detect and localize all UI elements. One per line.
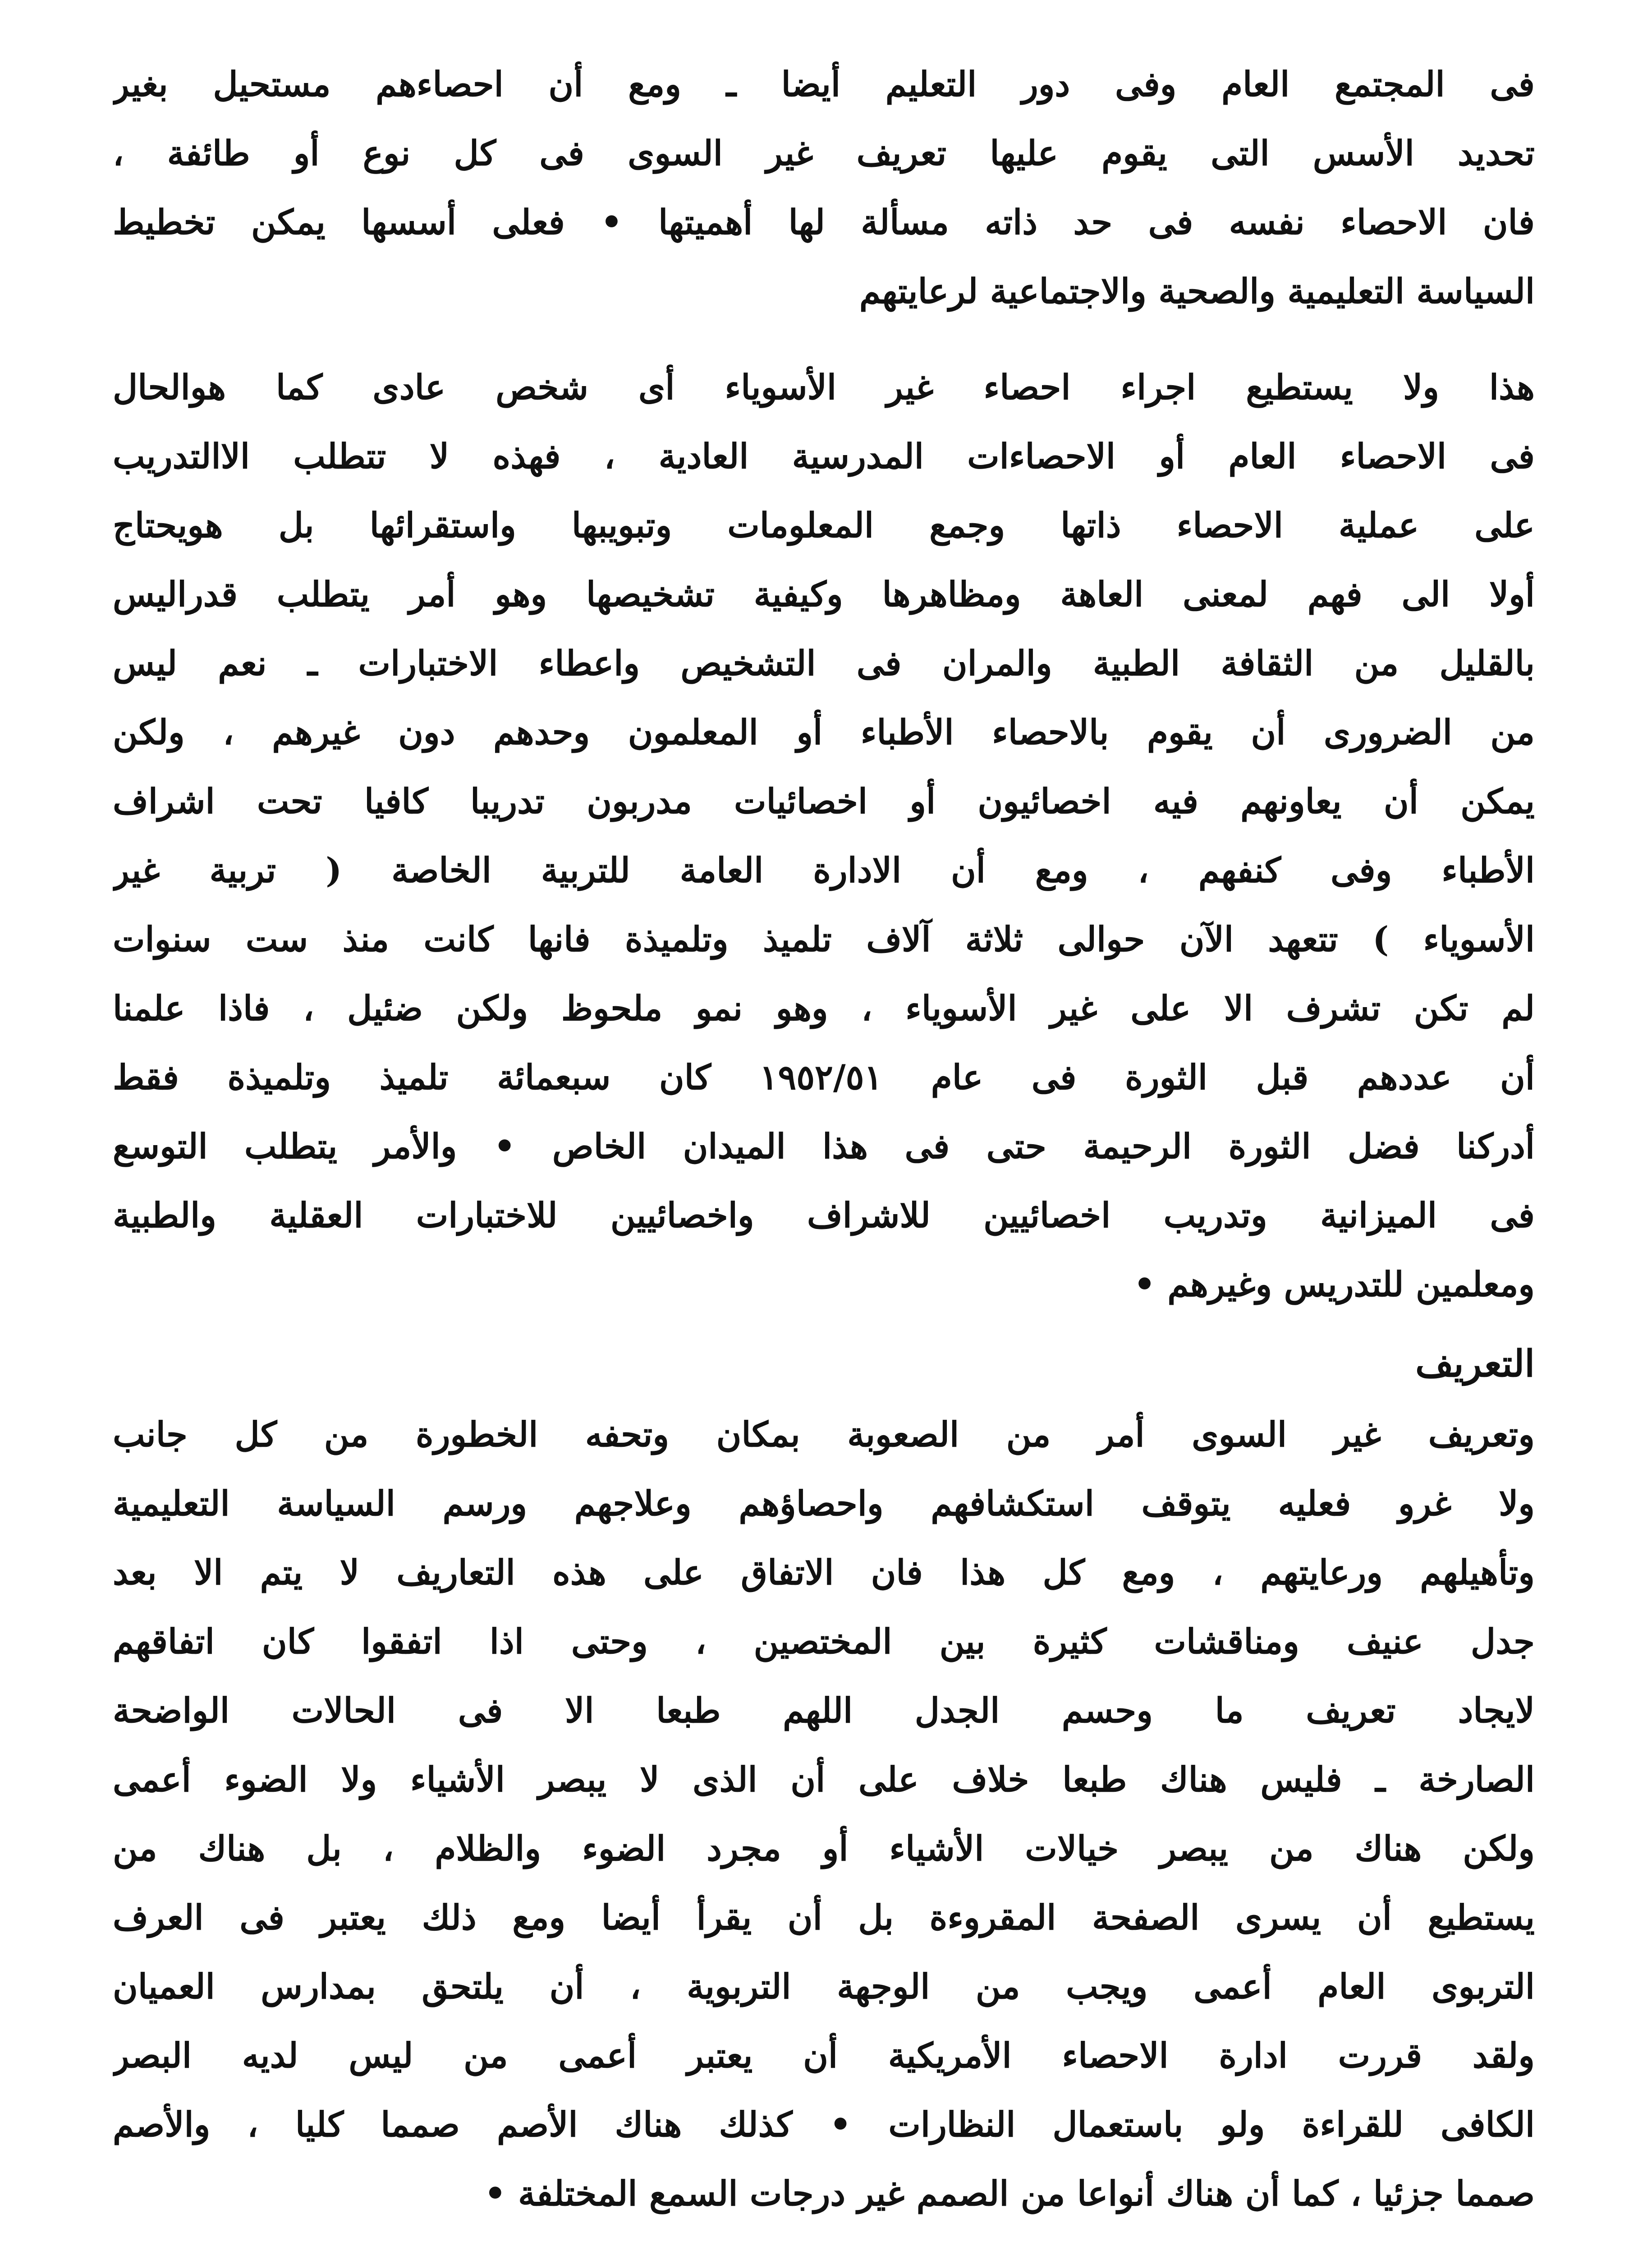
paragraph-spacer bbox=[113, 326, 1535, 353]
text-line: وتأهيلهم ورعايتهم ، ومع كل هذا فان الاتفاق على هذه التعاريف لا يتم الا بعد bbox=[113, 1552, 1535, 1592]
text-line: ولا غرو فعليه يتوقف استكشافهم واحصاؤهم وعلاجهم ورسم السياسة التعليمية bbox=[113, 1483, 1535, 1523]
page-body bbox=[113, 50, 1535, 2255]
paragraph-spacer bbox=[113, 1319, 1535, 1328]
text-line: أدركنا فضل الثورة الرحيمة حتى فى هذا الميدان الخاص • والأمر يتطلب التوسع bbox=[113, 1126, 1535, 1166]
paragraph-2 bbox=[113, 353, 1535, 1319]
text-line: من الضرورى أن يقوم بالاحصاء الأطباء أو المعلمون وحدهم دون غيرهم ، ولكن bbox=[113, 712, 1535, 752]
text-line: وتعريف غير السوى أمر من الصعوبة بمكان وتحفه الخطورة من كل جانب bbox=[113, 1414, 1535, 1454]
text-line: أن عددهم قبل الثورة فى عام ١٩٥٢/٥١ كان سبعمائة تلميذ وتلميذة فقط bbox=[113, 1057, 1535, 1097]
text-line: الأسوياء ) تتعهد الآن حوالى ثلاثة آلاف تلميذ وتلميذة فانها كانت منذ ست سنوات bbox=[113, 919, 1535, 959]
text-line: الصارخة ـ فليس هناك طبعا خلاف على أن الذى لا يبصر الأشياء ولا الضوء أعمى bbox=[113, 1759, 1535, 1799]
text-line: فى الاحصاء العام أو الاحصاءات المدرسية العادية ، فهذه لا تتطلب الاالتدريب bbox=[113, 436, 1535, 476]
text-line: جدل عنيف ومناقشات كثيرة بين المختصين ، وحتى اذا اتفقوا كان اتفاقهم bbox=[113, 1621, 1535, 1661]
text-line: لم تكن تشرف الا على غير الأسوياء ، وهو نمو ملحوظ ولكن ضئيل ، فاذا علمنا bbox=[113, 988, 1535, 1028]
text-line: السياسة التعليمية والصحية والاجتماعية لرعايتهم bbox=[859, 271, 1535, 311]
text-line: يمكن أن يعاونهم فيه اخصائيون أو اخصائيات مدربون تدريبا كافيا تحت اشراف bbox=[113, 781, 1535, 821]
text-line: الأطباء وفى كنفهم ، ومع أن الادارة العامة للتربية الخاصة ( تربية غير bbox=[113, 850, 1535, 890]
paragraph-3 bbox=[113, 1400, 1535, 2228]
text-line: هذا ولا يستطيع اجراء احصاء غير الأسوياء أى شخص عادى كما هوالحال bbox=[113, 367, 1535, 407]
text-line: يستطيع أن يسرى الصفحة المقروءة بل أن يقرأ أيضا ومع ذلك يعتبر فى العرف bbox=[113, 1897, 1535, 1937]
text-line: ولكن هناك من يبصر خيالات الأشياء أو مجرد الضوء والظلام ، بل هناك من bbox=[113, 1828, 1535, 1868]
paragraph-1 bbox=[113, 50, 1535, 326]
paragraph-spacer bbox=[113, 2228, 1535, 2254]
text-line: لايجاد تعريف ما وحسم الجدل اللهم طبعا الا فى الحالات الواضحة bbox=[113, 1690, 1535, 1730]
text-line: أولا الى فهم لمعنى العاهة ومظاهرها وكيفية تشخيصها وهو أمر يتطلب قدراليس bbox=[113, 574, 1535, 614]
text-line: تحديد الأسس التى يقوم عليها تعريف غير السوى فى كل نوع أو طائفة ، bbox=[113, 133, 1535, 173]
section-heading: التعريف bbox=[1415, 1342, 1535, 1385]
text-line: ولقد قررت ادارة الاحصاء الأمريكية أن يعتبر أعمى من ليس لديه البصر bbox=[113, 2035, 1535, 2076]
text-line: ومعلمين للتدريس وغيرهم • bbox=[1133, 1264, 1535, 1304]
text-line: فى المجتمع العام وفى دور التعليم أيضا ـ ومع أن احصاءهم مستحيل بغير bbox=[113, 64, 1535, 104]
text-line: على عملية الاحصاء ذاتها وجمع المعلومات وتبويبها واستقرائها بل هويحتاج bbox=[113, 505, 1535, 545]
text-line: فان الاحصاء نفسه فى حد ذاته مسألة لها أهميتها • فعلى أسسها يمكن تخطيط bbox=[113, 202, 1535, 242]
text-line: فى الميزانية وتدريب اخصائيين للاشراف واخصائيين للاختبارات العقلية والطبية bbox=[113, 1195, 1535, 1235]
text-line: بالقليل من الثقافة الطبية والمران فى التشخيص واعطاء الاختبارات ـ نعم ليس bbox=[113, 643, 1535, 683]
text-line: التربوى العام أعمى ويجب من الوجهة التربوية ، أن يلتحق بمدارس العميان bbox=[113, 1966, 1535, 2006]
text-line: الكافى للقراءة ولو باستعمال النظارات • كذلك هناك الأصم صمما كليا ، والأصم bbox=[113, 2104, 1535, 2145]
text-line: صمما جزئيا ، كما أن هناك أنواعا من الصمم غير درجات السمع المختلفة • bbox=[484, 2173, 1535, 2214]
